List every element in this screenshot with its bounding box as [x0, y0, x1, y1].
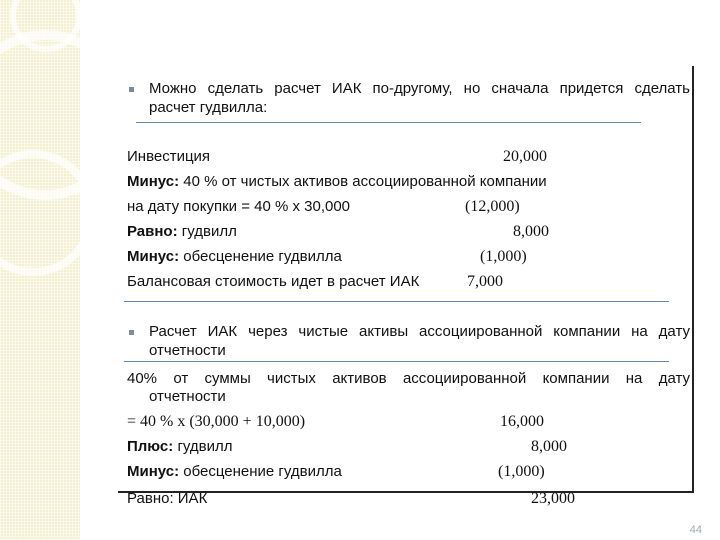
result-text: Равно: ИАК [127, 490, 208, 507]
bullet1-line2: расчет гудвилла: [149, 99, 268, 116]
goodwill-row [127, 223, 237, 241]
impairment-value: (1,000) [480, 248, 527, 265]
impairment-row [127, 248, 342, 266]
divider-line [124, 361, 669, 362]
plus-goodwill-text: гудвилл [177, 438, 233, 455]
net-assets-share-line1: 40% от суммы чистых активов ассоциированной компании на дату [127, 370, 690, 387]
formula-line: = 40 % х (30,000 + 10,000) [127, 413, 306, 430]
bullet2-line1: Расчет ИАК через чистые активы ассоциированной компании на дату [149, 323, 690, 340]
minus-value: (12,000) [465, 198, 520, 215]
page-number: 44 [689, 524, 702, 536]
carrying-value-text: Балансовая стоимость идет в расчет ИАК [127, 273, 420, 290]
minus-net-assets-row [127, 173, 547, 191]
bullet2-line2: отчетности [149, 342, 226, 359]
purchase-date-line: на дату покупки = 40 % х 30,000 [127, 198, 351, 215]
bullet-marker [129, 87, 134, 92]
bullet1-line1: Можно сделать расчет ИАК по-другому, но сначала придется сделать [149, 80, 690, 97]
minus-label: Минус: [127, 173, 180, 190]
impairment-label: Минус: [127, 248, 180, 265]
plus-goodwill-value: 8,000 [531, 438, 567, 455]
investment-label: Инвестиция [127, 148, 211, 165]
investment-value: 20,000 [503, 148, 547, 165]
plus-label: Плюс: [127, 438, 174, 455]
carrying-value: 7,000 [467, 273, 503, 290]
impairment-text: обесценение гудвилла [183, 248, 342, 265]
goodwill-text: гудвилл [181, 223, 237, 240]
formula-value: 16,000 [500, 413, 544, 430]
equals-label: Равно: [127, 223, 178, 240]
impairment-text-2: обесценение гудвилла [183, 463, 342, 480]
impairment-value-2: (1,000) [498, 463, 545, 480]
impairment-label-2: Минус: [127, 463, 180, 480]
goodwill-value: 8,000 [513, 223, 549, 240]
divider-line [124, 301, 669, 302]
bullet-marker [129, 330, 134, 335]
decorative-side-pattern [0, 0, 80, 540]
net-assets-share-line2: отчетности [149, 388, 226, 405]
impairment-row-2 [127, 463, 342, 481]
plus-goodwill-row [127, 438, 233, 456]
divider-line [136, 122, 641, 123]
result-value: 23,000 [531, 490, 575, 507]
minus-net-assets-text: 40 % от чистых активов ассоциированной компании [183, 173, 547, 190]
